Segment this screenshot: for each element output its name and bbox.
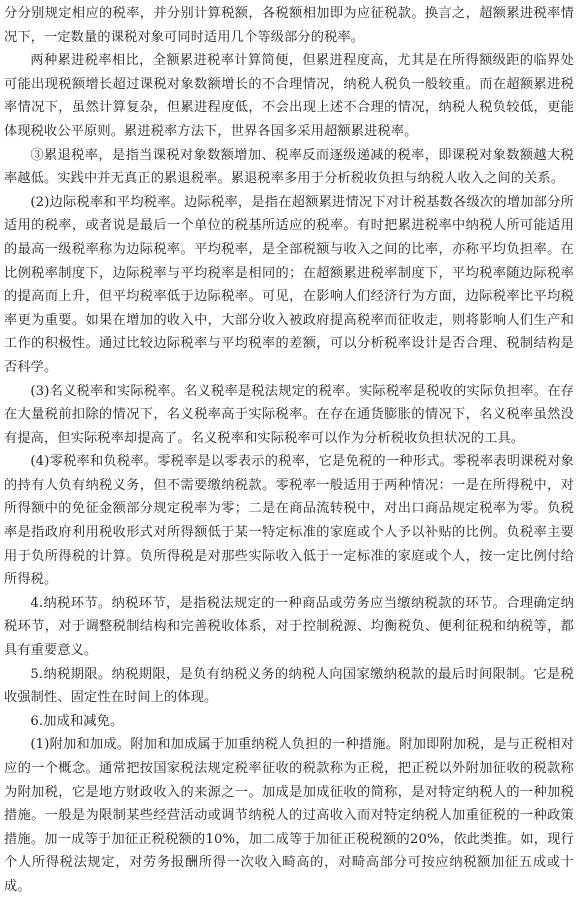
paragraph-continued: 分分别规定相应的税率，并分别计算税额，各税额相加即为应征税款。换言之，超额累进税率情况下，一定数量的课税对象可同时适用几个等级部分的税率。 — [4, 6, 574, 45]
paragraph-regressive-rate: ③累退税率，是指当课税对象数额增加、税率反而逐级递减的税率，即课税对象数额越大税率越低。实践中并无真正的累退税率。累退税率多用于分析税收负担与纳税人收入之间的关系。 — [4, 147, 574, 187]
paragraph-progressive-comparison: 两种累进税率相比，全额累进税率计算简便，但累进程度高，尤其是在所得额级距的临界处可能出现税额增长超过课税对象数额增长的不合理情况，纳税人税负一般较重。而在超额累进税率情况下，虽然计算复杂，但累进程度低，不会出现上述不合理的情况，纳税人税负较低，更能体现税收公平原则。累进税率方法下，世界各国多采用超额累进税率。 — [4, 53, 574, 139]
paragraph-nominal-actual-rate: (3)名义税率和实际税率。名义税率是税法规定的税率。实际税率是税收的实际负担率。在存在大量税前扣除的情况下，名义税率高于实际税率。在存在通货膨胀的情况下，名义税率虽然没有提高，但实际税率却提高了。名义税率和实际税率可以作为分析税收负担状况的工具。 — [4, 383, 574, 446]
paragraph-zero-negative-rate: (4)零税率和负税率。零税率是以零表示的税率，它是免税的一种形式。零税率表明课税对象的持有人负有纳税义务，但不需要缴纳税款。零税率一般适用于两种情况：一是在所得税中，对所得额中的免征金额部分规定税率为零；二是在商品流转税中，对出口商品规定税率为零。负税率是指政府利用税收形式对所得额低于某一特定标准的家庭或个人予以补贴的比例。负税率主要用于负所得税的计算。负所得税是对那些实际收入低于一定标准的家庭或个人，按一定比例付给所得税。 — [4, 454, 574, 588]
paragraph-marginal-average-rate: (2)边际税率和平均税率。边际税率，是指在超额累进情况下对计税基数各级次的增加部分所适用的税率，或者说是最后一个单位的税基所适应的税率。有时把累进税率中纳税人所可能适用的最高一级税率称为边际税率。平均税率，是全部税额与收入之间的比率，亦称平均负担率。在比例税率制度下，边际税率与平均税率是相同的；在超额累进税率制度下，平均税率随边际税率的提高而上升，但平均税率低于边际税率。可见，在影响人们经济行为方面，边际税率比平均税率更为重要。如果在增加的收入中，大部分收入被政府提高税率而征收走，则将影响人们生产和工作的积极性。通过比较边际税率与平均税率的差额，可以分析税率设计是否合理、税制结构是否科学。 — [4, 194, 574, 375]
section-heading-surcharge-relief: 6.加成和减免。 — [30, 713, 124, 729]
paragraph-surcharge: (1)附加和加成。附加和加成属于加重纳税人负担的一种措施。附加即附加税，是与正税相对应的一个概念。通常把按国家税法规定税率征收的税款称为正税，把正税以外附加征收的税款称为附加税，它是地方财政收入的来源之一。加成是加成征收的简称，是对特定纳税人的一种加税措施。一般是为限制某些经营活动或调节纳税人的过高收入而对特定纳税人加重征税的一种政策措施。加一成等于加征正税税额的10%，加二成等于加征正税税额的20%，依此类推。如，现行个人所得税法规定，对劳务报酬所得一次收入畸高的，对畸高部分可按应纳税额加征五成或十成。 — [4, 737, 574, 894]
paragraph-tax-period: 5.纳税期限。纳税期限，是负有纳税义务的纳税人向国家缴纳税款的最后时间限制。它是税收强制性、固定性在时间上的体现。 — [4, 666, 574, 706]
paragraph-tax-link: 4.纳税环节。纳税环节，是指税法规定的一种商品或劳务应当缴纳税款的环节。合理确定纳税环节，对于调整税制结构和完善税收体系，对于控制税源、均衡税负、便利征税和纳税等，都具有重要意义。 — [4, 595, 574, 659]
